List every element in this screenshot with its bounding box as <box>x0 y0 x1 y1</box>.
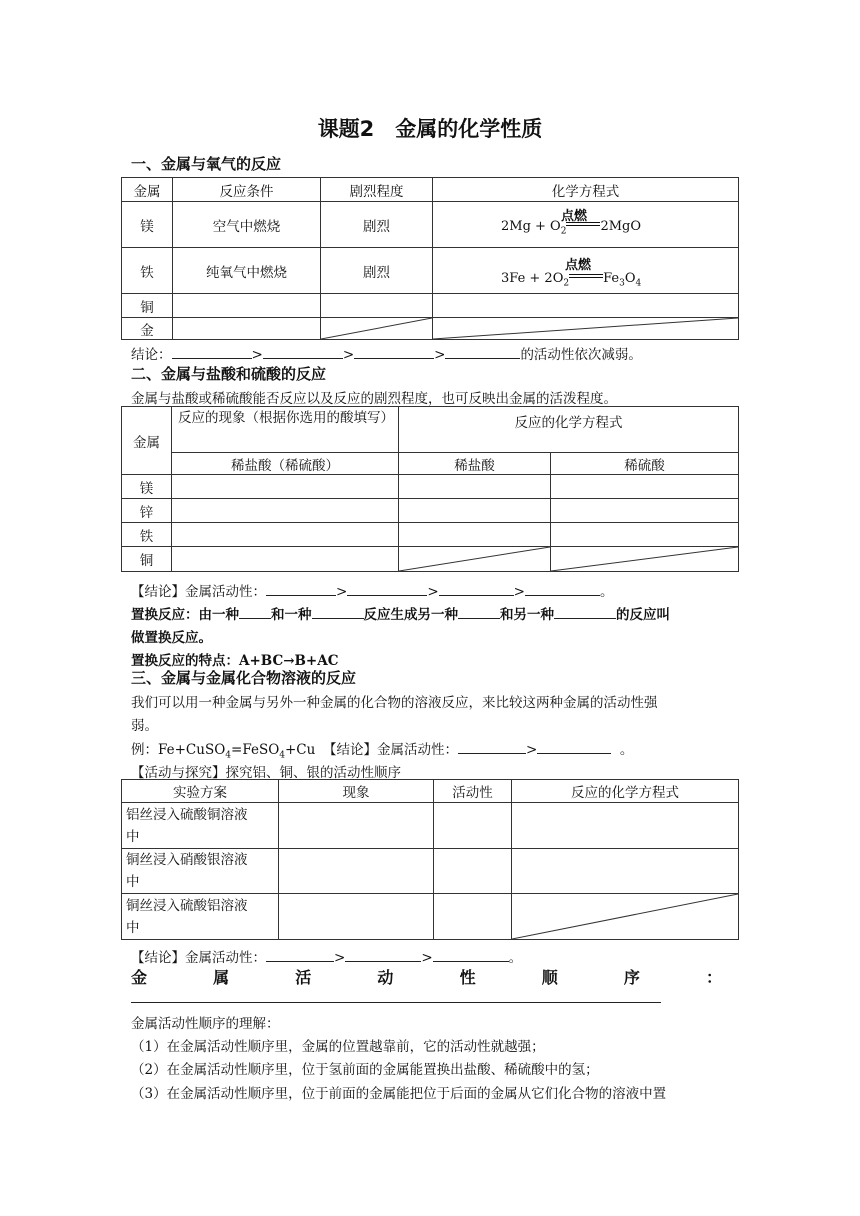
section3-heading: 三、金属与金属化合物溶液的反应 <box>131 669 357 687</box>
scheme-cell: 铜丝浸入硫酸铝溶液 中 <box>122 894 279 940</box>
condition-cell: 空气中燃烧 <box>173 202 321 248</box>
fe-equation: $3Fe + 2O_2$ $Fe_3O_4$ <box>501 271 642 289</box>
header-intensity: 剧烈程度 <box>321 178 433 202</box>
activity-title: 【活动与探究】探究铝、铜、银的活动性顺序 <box>131 765 401 781</box>
mg-equation: $2Mg + O_2$ 2MgO <box>501 219 642 237</box>
diagonal-cell <box>433 318 739 340</box>
understanding-point-2: （2）在金属活动性顺序里，位于氢前面的金属能置换出盐酸、稀硫酸中的氢； <box>131 1062 599 1078</box>
diagonal-cell <box>551 547 739 572</box>
section2-conclusion: 【结论】金属活动性： > > > 。 <box>131 584 614 600</box>
header-phenomenon: 反应的现象（根据你选用的酸填写） <box>172 407 399 453</box>
section2-heading: 二、金属与盐酸和硫酸的反应 <box>131 365 327 383</box>
intensity-cell: 剧烈 <box>321 248 433 294</box>
equation-cell <box>433 248 739 294</box>
header-equation: 反应的化学方程式 <box>512 780 739 803</box>
oxygen-reaction-table <box>121 177 739 340</box>
metal-cell: 铁 <box>122 523 172 547</box>
activity-table <box>121 779 739 940</box>
diagonal-cell <box>399 547 551 572</box>
header-metal: 金属 <box>122 178 173 202</box>
diagonal-cell <box>512 894 739 940</box>
ignite-condition: 点燃 <box>561 209 588 224</box>
example-equation: 例：Fe+CuSO$_4$=FeSO$_4$+Cu <box>131 742 316 761</box>
understanding-point-3: （3）在金属活动性顺序里，位于前面的金属能把位于后面的金属从它们化合物的溶液中置 <box>131 1086 667 1102</box>
section3-conclusion: 【结论】金属活动性： > > 。 <box>131 950 523 966</box>
subheader-hcl: 稀盐酸 <box>399 453 551 475</box>
understanding-point-1: （1）在金属活动性顺序里，金属的位置越靠前，它的活动性就越强； <box>131 1039 545 1055</box>
answer-line <box>131 1002 661 1003</box>
header-equation: 化学方程式 <box>433 178 739 202</box>
intensity-cell: 剧烈 <box>321 202 433 248</box>
section1-heading: 一、金属与氧气的反应 <box>131 155 282 173</box>
metal-cell: 铜 <box>122 547 172 572</box>
scheme-cell: 铝丝浸入硫酸铜溶液 中 <box>122 803 279 849</box>
ignite-condition: 点燃 <box>565 258 592 273</box>
activity-order-label: 金 属 活 动 性 顺 序 ： <box>131 968 722 987</box>
scheme-cell: 铜丝浸入硝酸银溶液 中 <box>122 849 279 894</box>
metal-cell: 铁 <box>122 248 173 294</box>
section3-intro-line2: 弱。 <box>131 718 158 734</box>
diagonal-cell <box>321 318 433 340</box>
metal-cell: 锌 <box>122 499 172 523</box>
condition-cell: 纯氧气中燃烧 <box>173 248 321 294</box>
metal-cell: 镁 <box>122 475 172 499</box>
header-condition: 反应条件 <box>173 178 321 202</box>
header-metal: 金属 <box>122 407 172 475</box>
displacement-feature: 置换反应的特点：A+BC→B+AC <box>131 653 339 669</box>
metal-cell: 金 <box>122 318 173 340</box>
page-title: 课题2 金属的化学性质 <box>317 117 543 141</box>
section3-intro-line1: 我们可以用一种金属与另外一种金属的化合物的溶液反应，来比较这两种金属的活动性强 <box>131 695 658 711</box>
section1-conclusion: 结论： > > > 的活动性依次减弱。 <box>131 347 642 363</box>
section2-intro: 金属与盐酸或稀硫酸能否反应以及反应的剧烈程度，也可反映出金属的活泼程度。 <box>131 391 617 407</box>
displacement-definition-line2: 做置换反应。 <box>131 630 212 646</box>
header-activity: 活动性 <box>434 780 512 803</box>
acid-reaction-table <box>121 406 739 572</box>
header-scheme: 实验方案 <box>122 780 279 803</box>
understanding-title: 金属活动性顺序的理解： <box>131 1016 280 1032</box>
displacement-definition: 置换反应：由一种 和一种 反应生成另一种 和另一种 的反应叫 <box>131 607 670 623</box>
metal-cell: 镁 <box>122 202 173 248</box>
header-phenomenon: 现象 <box>279 780 434 803</box>
equation-cell <box>433 202 739 248</box>
header-equation: 反应的化学方程式 <box>399 407 739 453</box>
subheader-h2so4: 稀硫酸 <box>551 453 739 475</box>
example-conclusion: 【结论】金属活动性： > 。 <box>323 742 634 758</box>
subheader-phenomenon: 稀盐酸（稀硫酸） <box>172 453 399 475</box>
metal-cell: 铜 <box>122 294 173 318</box>
